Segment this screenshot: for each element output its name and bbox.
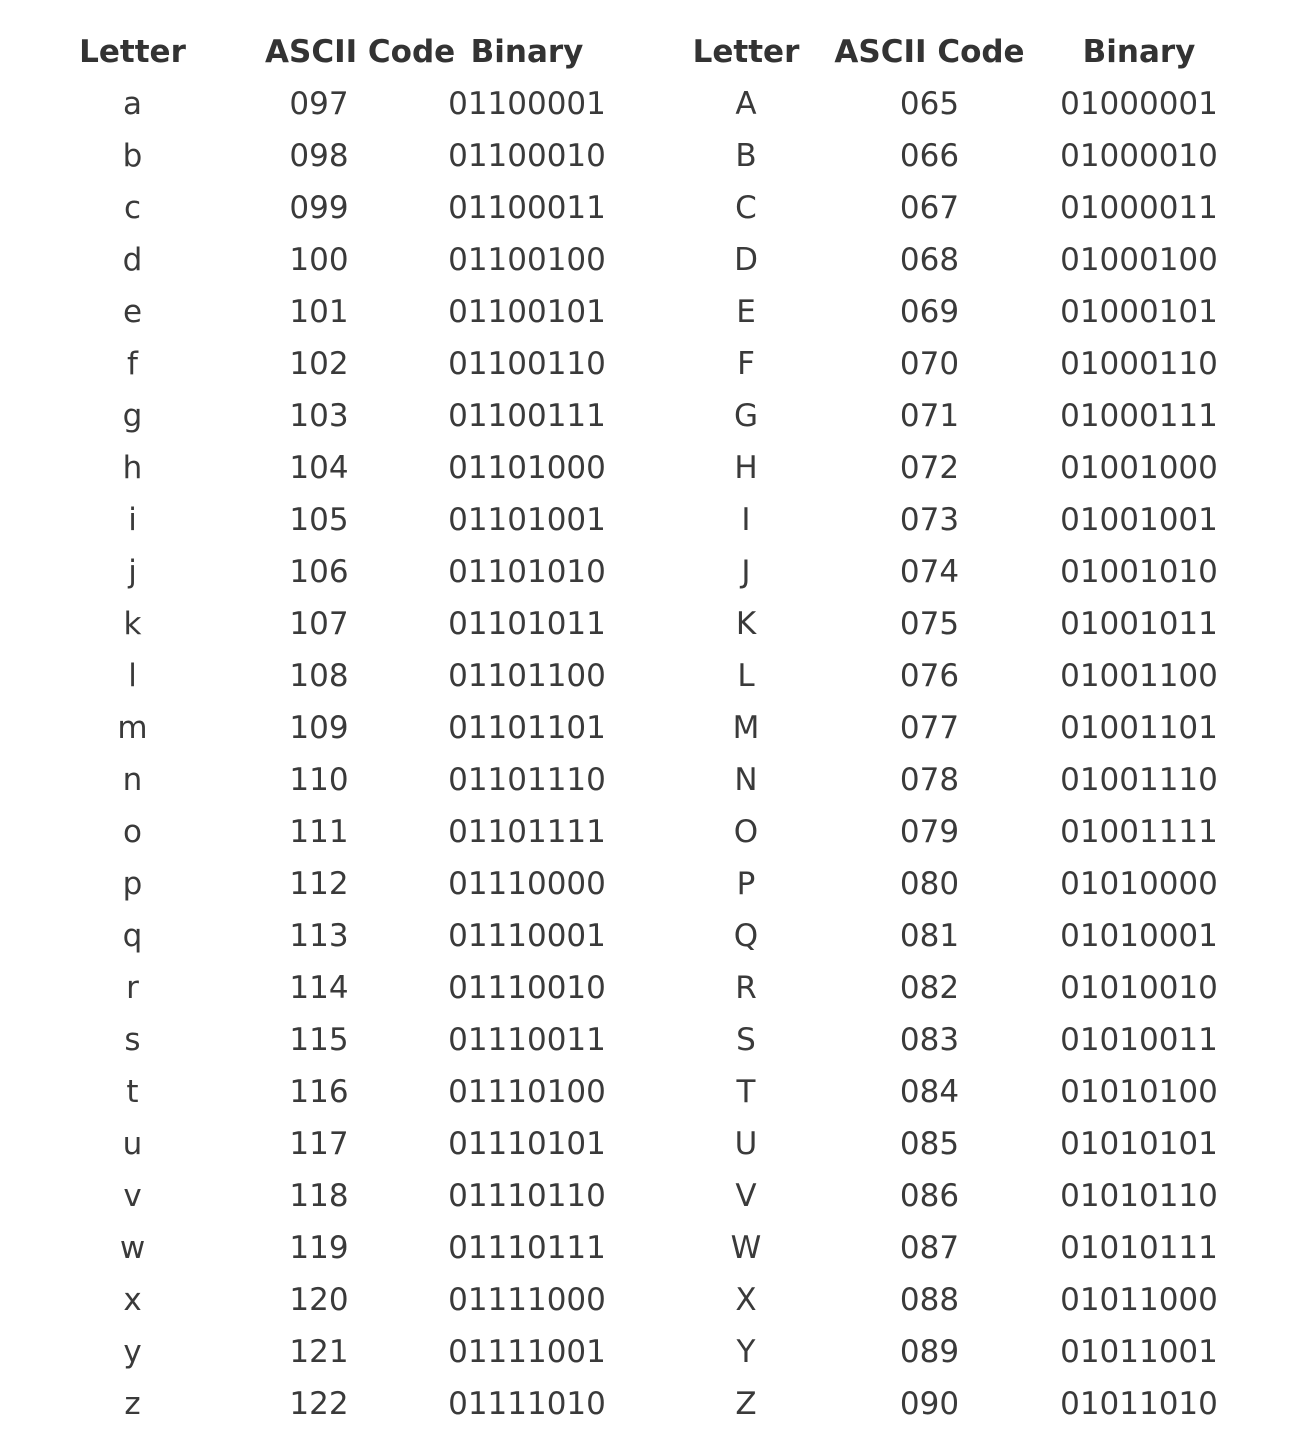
cell-binary-upper: 01000111	[1060, 398, 1218, 434]
cell-letter-upper: Q	[733, 918, 759, 954]
cell-letter-upper: W	[730, 1230, 762, 1266]
table-row	[0, 962, 1230, 1014]
cell-letter-lower: b	[122, 138, 143, 174]
cell-letter-lower: a	[123, 86, 142, 122]
column-header-binary-upper: Binary	[1082, 34, 1196, 70]
cell-letter-lower: h	[122, 450, 143, 486]
cell-binary-lower: 01101000	[448, 450, 606, 486]
cell-binary-lower: 01101100	[448, 658, 606, 694]
cell-letter-upper: I	[741, 502, 751, 538]
cell-ascii-code-lower: 111	[289, 814, 349, 850]
cell-binary-upper: 01001101	[1060, 710, 1218, 746]
cell-ascii-code-lower: 099	[289, 190, 349, 226]
table-row	[0, 234, 1230, 286]
table-row	[0, 390, 1230, 442]
cell-ascii-code-lower: 103	[289, 398, 349, 434]
cell-ascii-code-upper: 074	[899, 554, 960, 590]
cell-ascii-code-upper: 069	[899, 294, 960, 330]
cell-binary-lower: 01100110	[448, 346, 606, 382]
table-row	[0, 1274, 1230, 1326]
cell-letter-upper: G	[733, 398, 759, 434]
cell-ascii-code-upper: 072	[899, 450, 960, 486]
cell-ascii-code-lower: 108	[289, 658, 349, 694]
cell-letter-upper: N	[734, 762, 758, 798]
cell-binary-lower: 01100010	[448, 138, 606, 174]
cell-letter-upper: U	[734, 1126, 758, 1162]
cell-letter-lower: v	[123, 1178, 142, 1214]
cell-binary-lower: 01110011	[448, 1022, 606, 1058]
cell-binary-upper: 01000101	[1060, 294, 1218, 330]
cell-binary-lower: 01110000	[448, 866, 606, 902]
cell-letter-upper: V	[735, 1178, 757, 1214]
cell-ascii-code-lower: 119	[289, 1230, 349, 1266]
cell-ascii-code-lower: 116	[289, 1074, 349, 1110]
cell-ascii-code-lower: 122	[289, 1386, 349, 1422]
cell-binary-upper: 01010010	[1060, 970, 1218, 1006]
table-row	[0, 910, 1230, 962]
table-row	[0, 78, 1230, 130]
cell-binary-upper: 01001110	[1060, 762, 1218, 798]
cell-binary-upper: 01010001	[1060, 918, 1218, 954]
cell-binary-upper: 01010110	[1060, 1178, 1218, 1214]
table-row	[0, 754, 1230, 806]
header-row	[0, 26, 1230, 78]
cell-binary-lower: 01110001	[448, 918, 606, 954]
cell-ascii-code-upper: 076	[899, 658, 960, 694]
cell-letter-lower: m	[117, 710, 148, 746]
cell-ascii-code-lower: 121	[289, 1334, 349, 1370]
cell-ascii-code-upper: 083	[899, 1022, 960, 1058]
cell-binary-upper: 01000011	[1060, 190, 1218, 226]
cell-letter-lower: x	[123, 1282, 142, 1318]
cell-binary-upper: 01000100	[1060, 242, 1218, 278]
cell-letter-upper: P	[736, 866, 756, 902]
cell-ascii-code-lower: 097	[289, 86, 349, 122]
cell-binary-upper: 01001111	[1060, 814, 1218, 850]
cell-ascii-code-upper: 075	[899, 606, 960, 642]
table-header	[0, 26, 1230, 78]
table-row	[0, 494, 1230, 546]
cell-binary-lower: 01101010	[448, 554, 606, 590]
cell-binary-lower: 01100100	[448, 242, 606, 278]
cell-letter-upper: R	[735, 970, 757, 1006]
cell-ascii-code-upper: 085	[899, 1126, 960, 1162]
table-body	[0, 78, 1230, 1430]
cell-letter-lower: j	[128, 554, 137, 590]
cell-ascii-code-upper: 073	[899, 502, 960, 538]
cell-ascii-code-upper: 070	[899, 346, 960, 382]
table-row	[0, 1066, 1230, 1118]
cell-binary-upper: 01001100	[1060, 658, 1218, 694]
table-row	[0, 182, 1230, 234]
column-header-ascii-code-lower: ASCII Code	[265, 34, 456, 70]
cell-letter-upper: C	[735, 190, 757, 226]
cell-ascii-code-lower: 104	[289, 450, 349, 486]
cell-binary-upper: 01001000	[1060, 450, 1218, 486]
cell-letter-lower: o	[123, 814, 142, 850]
cell-letter-upper: A	[735, 86, 757, 122]
table-row	[0, 442, 1230, 494]
cell-letter-upper: X	[735, 1282, 757, 1318]
cell-ascii-code-lower: 102	[289, 346, 349, 382]
cell-letter-upper: Z	[735, 1386, 757, 1422]
cell-letter-lower: p	[122, 866, 143, 902]
cell-letter-lower: g	[122, 398, 143, 434]
cell-ascii-code-lower: 110	[289, 762, 349, 798]
cell-letter-lower: l	[128, 658, 137, 694]
cell-ascii-code-lower: 109	[289, 710, 349, 746]
table-row	[0, 546, 1230, 598]
cell-ascii-code-lower: 114	[289, 970, 349, 1006]
cell-letter-lower: s	[124, 1022, 141, 1058]
cell-letter-lower: y	[123, 1334, 142, 1370]
cell-binary-lower: 01100011	[448, 190, 606, 226]
cell-letter-lower: q	[122, 918, 143, 954]
cell-binary-lower: 01110010	[448, 970, 606, 1006]
cell-ascii-code-upper: 086	[899, 1178, 960, 1214]
cell-ascii-code-upper: 088	[899, 1282, 960, 1318]
cell-letter-upper: B	[735, 138, 757, 174]
cell-ascii-code-lower: 112	[289, 866, 349, 902]
cell-ascii-code-upper: 065	[899, 86, 960, 122]
table-row	[0, 650, 1230, 702]
cell-letter-upper: T	[736, 1074, 756, 1110]
cell-binary-upper: 01010000	[1060, 866, 1218, 902]
cell-ascii-code-upper: 081	[899, 918, 960, 954]
table-row	[0, 1170, 1230, 1222]
ascii-table	[0, 26, 1230, 1430]
cell-ascii-code-upper: 067	[899, 190, 960, 226]
cell-letter-lower: r	[126, 970, 139, 1006]
cell-ascii-code-upper: 090	[899, 1386, 960, 1422]
cell-letter-lower: w	[119, 1230, 146, 1266]
ascii-table-container	[0, 26, 1306, 1430]
cell-binary-upper: 01010101	[1060, 1126, 1218, 1162]
table-row	[0, 702, 1230, 754]
table-row	[0, 1222, 1230, 1274]
cell-binary-upper: 01001011	[1060, 606, 1218, 642]
table-row	[0, 1014, 1230, 1066]
cell-letter-upper: E	[736, 294, 756, 330]
table-row	[0, 1378, 1230, 1430]
cell-binary-upper: 01001010	[1060, 554, 1218, 590]
cell-ascii-code-lower: 105	[289, 502, 349, 538]
cell-binary-lower: 01111000	[448, 1282, 606, 1318]
cell-ascii-code-upper: 068	[899, 242, 960, 278]
column-header-letter-upper: Letter	[692, 34, 800, 70]
cell-binary-lower: 01101111	[448, 814, 606, 850]
cell-letter-lower: n	[122, 762, 143, 798]
cell-binary-upper: 01011001	[1060, 1334, 1218, 1370]
cell-letter-lower: i	[128, 502, 137, 538]
column-header-binary-lower: Binary	[470, 34, 584, 70]
cell-ascii-code-lower: 120	[289, 1282, 349, 1318]
cell-letter-lower: f	[127, 346, 138, 382]
cell-ascii-code-upper: 079	[899, 814, 960, 850]
cell-ascii-code-lower: 098	[289, 138, 349, 174]
cell-binary-lower: 01111010	[448, 1386, 606, 1422]
cell-binary-upper: 01010011	[1060, 1022, 1218, 1058]
cell-binary-lower: 01101011	[448, 606, 606, 642]
cell-binary-lower: 01110111	[448, 1230, 606, 1266]
column-header-letter-lower: Letter	[79, 34, 186, 70]
cell-binary-upper: 01000110	[1060, 346, 1218, 382]
cell-letter-upper: O	[733, 814, 759, 850]
cell-ascii-code-lower: 100	[289, 242, 349, 278]
cell-binary-lower: 01110110	[448, 1178, 606, 1214]
cell-ascii-code-lower: 118	[289, 1178, 349, 1214]
cell-letter-lower: z	[124, 1386, 141, 1422]
column-header-ascii-code-upper: ASCII Code	[834, 34, 1025, 70]
cell-letter-lower: u	[122, 1126, 143, 1162]
cell-letter-upper: Y	[736, 1334, 756, 1370]
cell-ascii-code-lower: 107	[289, 606, 349, 642]
cell-binary-upper: 01011010	[1060, 1386, 1218, 1422]
cell-ascii-code-lower: 106	[289, 554, 349, 590]
cell-binary-lower: 01100111	[448, 398, 606, 434]
cell-letter-lower: k	[123, 606, 142, 642]
table-row	[0, 806, 1230, 858]
cell-binary-upper: 01010111	[1060, 1230, 1218, 1266]
cell-binary-upper: 01000001	[1060, 86, 1218, 122]
cell-binary-upper: 01011000	[1060, 1282, 1218, 1318]
cell-letter-upper: S	[736, 1022, 756, 1058]
table-row	[0, 1118, 1230, 1170]
cell-binary-lower: 01101101	[448, 710, 606, 746]
cell-letter-lower: c	[123, 190, 142, 226]
cell-binary-lower: 01100101	[448, 294, 606, 330]
table-row	[0, 1326, 1230, 1378]
cell-letter-upper: K	[735, 606, 757, 642]
cell-letter-lower: t	[126, 1074, 139, 1110]
cell-binary-lower: 01101110	[448, 762, 606, 798]
table-row	[0, 598, 1230, 650]
cell-letter-upper: M	[732, 710, 760, 746]
cell-ascii-code-lower: 113	[289, 918, 349, 954]
cell-ascii-code-upper: 077	[899, 710, 960, 746]
table-row	[0, 858, 1230, 910]
cell-binary-upper: 01001001	[1060, 502, 1218, 538]
cell-ascii-code-upper: 066	[899, 138, 960, 174]
cell-binary-upper: 01000010	[1060, 138, 1218, 174]
cell-ascii-code-lower: 101	[289, 294, 349, 330]
table-row	[0, 130, 1230, 182]
cell-binary-lower: 01111001	[448, 1334, 606, 1370]
table-row	[0, 338, 1230, 390]
cell-binary-lower: 01110101	[448, 1126, 606, 1162]
cell-letter-upper: F	[737, 346, 755, 382]
cell-ascii-code-lower: 117	[289, 1126, 349, 1162]
cell-letter-upper: D	[734, 242, 758, 278]
cell-ascii-code-upper: 071	[899, 398, 960, 434]
cell-letter-upper: L	[737, 658, 755, 694]
cell-ascii-code-upper: 084	[899, 1074, 960, 1110]
cell-ascii-code-upper: 087	[899, 1230, 960, 1266]
cell-letter-upper: J	[741, 554, 751, 590]
cell-binary-lower: 01101001	[448, 502, 606, 538]
cell-binary-lower: 01100001	[448, 86, 606, 122]
cell-ascii-code-lower: 115	[289, 1022, 349, 1058]
cell-letter-lower: e	[122, 294, 143, 330]
table-row	[0, 286, 1230, 338]
cell-letter-upper: H	[734, 450, 758, 486]
cell-binary-lower: 01110100	[448, 1074, 606, 1110]
cell-ascii-code-upper: 080	[899, 866, 960, 902]
cell-ascii-code-upper: 078	[899, 762, 960, 798]
cell-letter-lower: d	[122, 242, 143, 278]
cell-ascii-code-upper: 082	[899, 970, 960, 1006]
cell-binary-upper: 01010100	[1060, 1074, 1218, 1110]
cell-ascii-code-upper: 089	[899, 1334, 960, 1370]
